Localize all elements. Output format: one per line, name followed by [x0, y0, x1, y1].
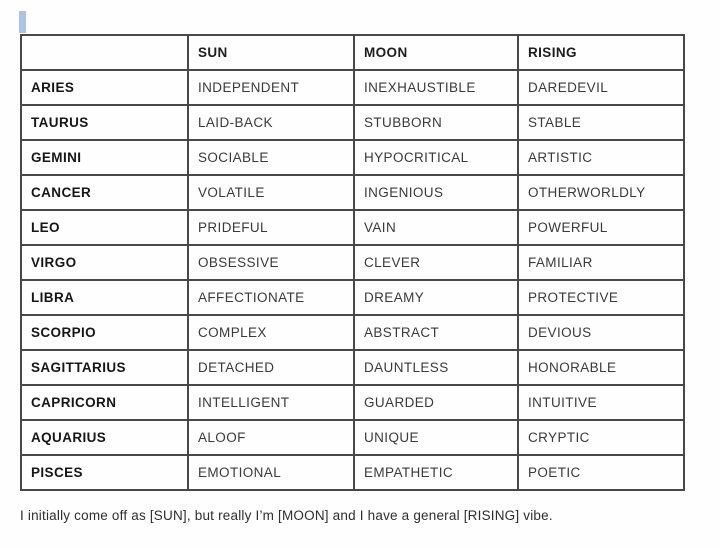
- sign-cell: VIRGO: [21, 245, 188, 280]
- sign-cell: CANCER: [21, 175, 188, 210]
- moon-cell: INEXHAUSTIBLE: [354, 70, 518, 105]
- sun-cell: SOCIABLE: [188, 140, 354, 175]
- rising-cell: ARTISTIC: [518, 140, 684, 175]
- sign-cell: SAGITTARIUS: [21, 350, 188, 385]
- sun-cell: OBSESSIVE: [188, 245, 354, 280]
- column-header-rising: RISING: [518, 35, 684, 70]
- moon-cell: DREAMY: [354, 280, 518, 315]
- sun-cell: ALOOF: [188, 420, 354, 455]
- sun-cell: COMPLEX: [188, 315, 354, 350]
- sign-cell: AQUARIUS: [21, 420, 188, 455]
- table-row: [21, 140, 684, 175]
- table-row: [21, 210, 684, 245]
- table-row: [21, 420, 684, 455]
- rising-cell: HONORABLE: [518, 350, 684, 385]
- moon-cell: UNIQUE: [354, 420, 518, 455]
- sign-cell: PISCES: [21, 455, 188, 490]
- sign-cell: SCORPIO: [21, 315, 188, 350]
- rising-cell: PROTECTIVE: [518, 280, 684, 315]
- table-row: [21, 455, 684, 490]
- sign-cell: GEMINI: [21, 140, 188, 175]
- moon-cell: HYPOCRITICAL: [354, 140, 518, 175]
- column-header-sign: [21, 35, 188, 70]
- moon-cell: VAIN: [354, 210, 518, 245]
- zodiac-table: [20, 34, 685, 491]
- sign-cell: LEO: [21, 210, 188, 245]
- sun-cell: VOLATILE: [188, 175, 354, 210]
- column-header-moon: MOON: [354, 35, 518, 70]
- table-row: [21, 105, 684, 140]
- column-header-sun: SUN: [188, 35, 354, 70]
- sign-cell: TAURUS: [21, 105, 188, 140]
- sun-cell: PRIDEFUL: [188, 210, 354, 245]
- rising-cell: STABLE: [518, 105, 684, 140]
- caption-text: I initially come off as [SUN], but really I’m [MOON] and I have a general [RISING] vibe.: [20, 508, 553, 523]
- table-row: [21, 175, 684, 210]
- sign-cell: ARIES: [21, 70, 188, 105]
- table-row: [21, 350, 684, 385]
- rising-cell: POWERFUL: [518, 210, 684, 245]
- moon-cell: ABSTRACT: [354, 315, 518, 350]
- sign-cell: LIBRA: [21, 280, 188, 315]
- moon-cell: CLEVER: [354, 245, 518, 280]
- table-row: [21, 280, 684, 315]
- table-row: [21, 70, 684, 105]
- rising-cell: DEVIOUS: [518, 315, 684, 350]
- sun-cell: DETACHED: [188, 350, 354, 385]
- rising-cell: CRYPTIC: [518, 420, 684, 455]
- sun-cell: INTELLIGENT: [188, 385, 354, 420]
- table-body: [21, 70, 684, 490]
- moon-cell: DAUNTLESS: [354, 350, 518, 385]
- text-caret: [19, 11, 26, 33]
- sun-cell: AFFECTIONATE: [188, 280, 354, 315]
- sun-cell: EMOTIONAL: [188, 455, 354, 490]
- rising-cell: OTHERWORLDLY: [518, 175, 684, 210]
- rising-cell: DAREDEVIL: [518, 70, 684, 105]
- moon-cell: STUBBORN: [354, 105, 518, 140]
- header-row: [21, 35, 684, 70]
- moon-cell: GUARDED: [354, 385, 518, 420]
- sign-cell: CAPRICORN: [21, 385, 188, 420]
- rising-cell: FAMILIAR: [518, 245, 684, 280]
- rising-cell: INTUITIVE: [518, 385, 684, 420]
- table-row: [21, 385, 684, 420]
- moon-cell: EMPATHETIC: [354, 455, 518, 490]
- sun-cell: LAID-BACK: [188, 105, 354, 140]
- moon-cell: INGENIOUS: [354, 175, 518, 210]
- rising-cell: POETIC: [518, 455, 684, 490]
- sun-cell: INDEPENDENT: [188, 70, 354, 105]
- table-row: [21, 315, 684, 350]
- table-row: [21, 245, 684, 280]
